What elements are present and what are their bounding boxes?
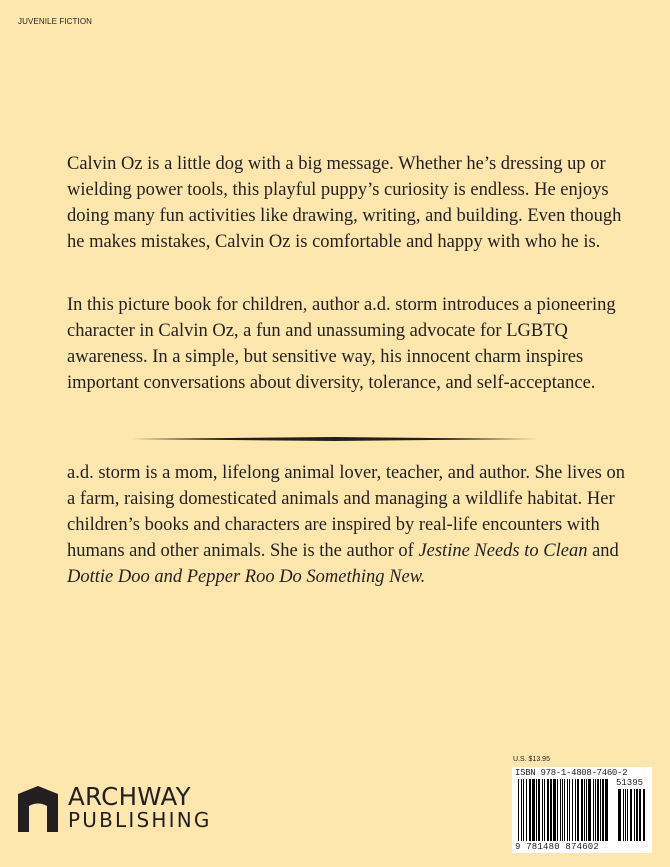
barcode-bar xyxy=(639,789,641,841)
barcode-bar xyxy=(544,779,545,841)
barcode-bar xyxy=(557,779,558,841)
barcode-bar xyxy=(636,789,638,841)
author-bio xyxy=(67,460,627,590)
publisher-name-line2: PUBLISHING xyxy=(68,808,212,832)
barcode-bar xyxy=(597,779,599,841)
barcode-bar xyxy=(523,779,524,841)
barcode xyxy=(512,767,652,853)
barcode-bar xyxy=(618,789,621,841)
barcode-bar xyxy=(518,779,519,841)
barcode-bar xyxy=(575,779,576,841)
barcode-bar xyxy=(625,789,626,841)
barcode-bar xyxy=(634,789,635,841)
barcode-bar xyxy=(526,779,527,841)
isbn-label: ISBN 978-1-4808-7460-2 xyxy=(515,768,628,778)
author-bio-text: a.d. storm is a mom, lifelong animal lover, teacher, and author. She lives on a farm, raising domesticated animals and managing a wildlife habitat. Her children’s books and characters are inspired by real-life encounters with humans and other animals. She is the author of xyxy=(67,463,626,561)
publisher-logo xyxy=(18,782,228,832)
barcode-bar xyxy=(630,789,632,841)
barcode-bar xyxy=(560,779,561,841)
publisher-name-line1: ARCHWAY xyxy=(68,782,191,811)
category-label: JUVENILE FICTION xyxy=(18,17,93,26)
barcode-bar xyxy=(521,779,522,841)
archway-logo-icon xyxy=(18,786,58,832)
author-bio-and: and xyxy=(592,541,619,561)
barcode-bar xyxy=(605,779,608,841)
description-paragraph-2: In this picture book for children, author a.d. storm introduces a pioneering character in Calvin Oz, a fun and unassuming advocate for LGBTQ awareness. In a simple, but sensitive way, his innocent charm inspires important conversations about diversity, tolerance, and self-acceptance. xyxy=(67,295,616,393)
barcode-bar xyxy=(643,789,645,841)
barcode-addon-number: 51395 xyxy=(616,778,644,788)
barcode-bar xyxy=(623,789,624,841)
barcode-bar xyxy=(581,779,583,841)
description-paragraph-1: Calvin Oz is a little dog with a big message. Whether he’s dressing up or wielding power tools, this playful puppy’s curiosity is endless. He enjoys doing many fun activities like drawing, writing, and building. Even though he makes mistakes, Calvin Oz is comfortable and happy with who he is. xyxy=(67,154,622,252)
barcode-bar xyxy=(588,779,591,841)
barcode-bar xyxy=(584,779,585,841)
barcode-bar xyxy=(562,779,563,841)
barcode-bar xyxy=(572,779,573,841)
barcode-bar xyxy=(567,779,568,841)
barcode-bar xyxy=(550,779,552,841)
barcode-bar xyxy=(577,779,579,841)
barcode-bar xyxy=(536,779,537,841)
book-title-2: Dottie Doo and Pepper Roo Do Something New. xyxy=(67,567,426,587)
barcode-bars xyxy=(516,779,650,843)
barcode-digits: 9 781480 874602 xyxy=(515,842,600,852)
barcode-bar xyxy=(600,779,601,841)
barcode-bar xyxy=(595,779,596,841)
price-label: U.S. $13.95 xyxy=(513,756,550,763)
barcode-bar xyxy=(553,779,556,841)
barcode-bar xyxy=(542,779,543,841)
barcode-bar xyxy=(564,779,565,841)
barcode-bar xyxy=(602,779,604,841)
barcode-bar xyxy=(529,779,531,841)
barcode-bar xyxy=(586,779,587,841)
barcode-bar xyxy=(538,779,540,841)
book-title-1: Jestine Needs to Clean xyxy=(418,541,588,561)
barcode-bar xyxy=(593,779,594,841)
barcode-bar xyxy=(547,779,549,841)
barcode-bar xyxy=(627,789,628,841)
barcode-bar xyxy=(532,779,535,841)
barcode-bar xyxy=(569,779,570,841)
section-divider xyxy=(132,437,538,441)
